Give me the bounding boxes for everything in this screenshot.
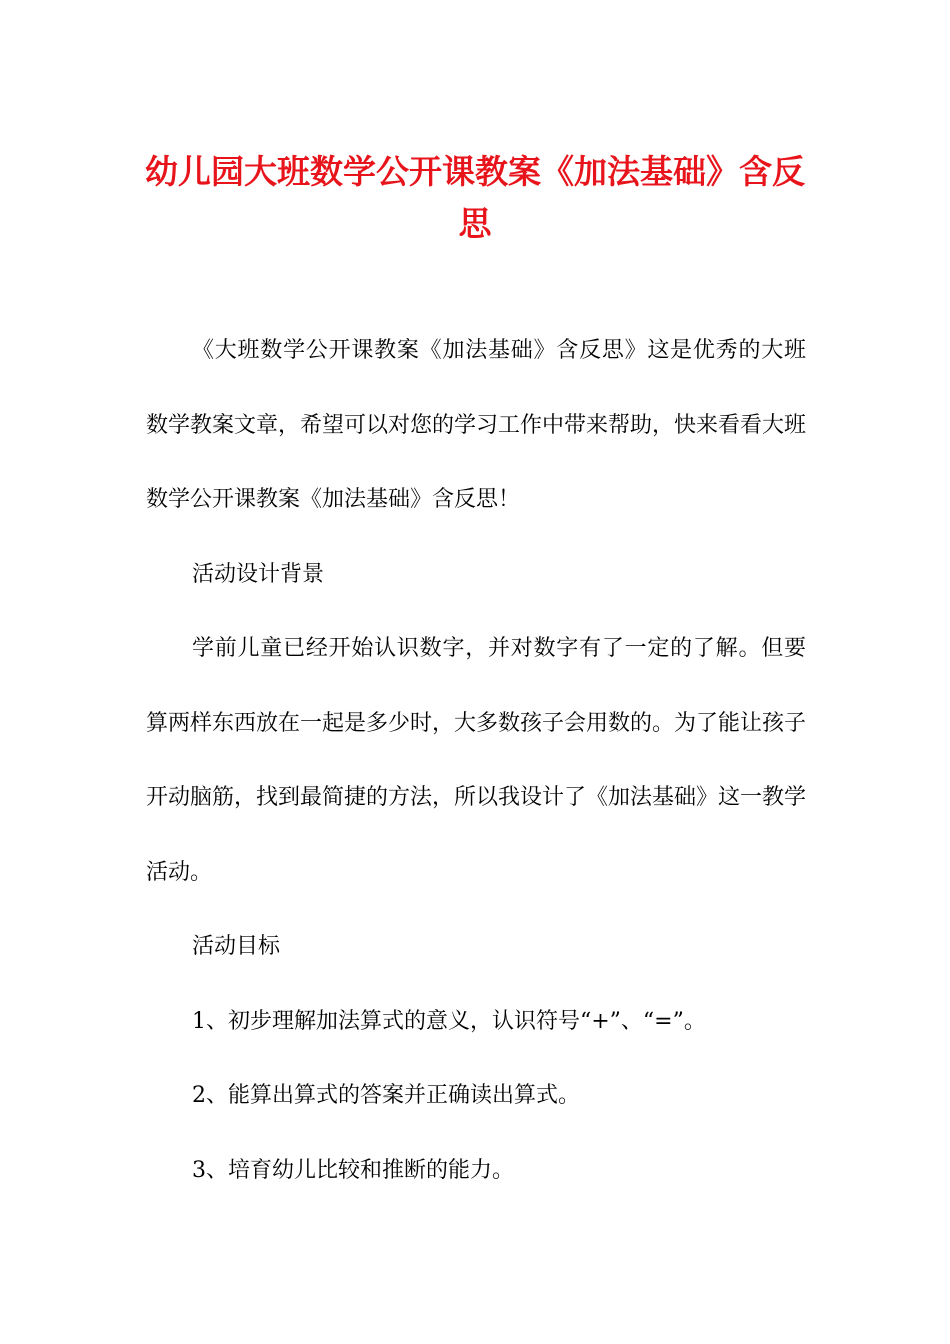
section-heading-background: 活动设计背景 bbox=[192, 561, 325, 587]
section-heading-goals: 活动目标 bbox=[192, 934, 281, 959]
goal-item-2: 2、能算出算式的答案并正确读出算式。 bbox=[192, 1083, 580, 1108]
background-paragraph: 学前儿童已经开始认识数字，并对数字有了一定的了解。但要算两样东西放在一起是多少时，大多数孩子会用数的。为了能让孩子开动脑筋，找到最简捷的方法，所以我设计了《加法基础》这一教学活动。 bbox=[146, 636, 807, 885]
document-body bbox=[146, 314, 806, 1208]
goal-item-1: 1、初步理解加法算式的意义，认识符号“+”、“=”。 bbox=[192, 1008, 706, 1034]
document-title: 幼儿园大班数学公开课教案《加法基础》含反思 bbox=[145, 152, 805, 243]
goal-item-3: 3、培育幼儿比较和推断的能力。 bbox=[192, 1157, 514, 1183]
intro-paragraph: 《大班数学公开课教案《加法基础》含反思》这是优秀的大班数学教案文章，希望可以对您的学习工作中带来帮助，快来看看大班数学公开课教案《加法基础》含反思！ bbox=[146, 338, 807, 512]
